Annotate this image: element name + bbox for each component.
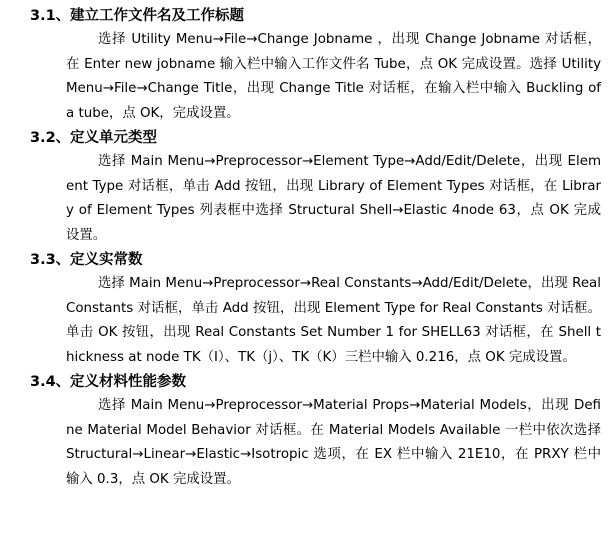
section-title: 定义材料性能参数: [70, 374, 186, 390]
section-number: 3.2、: [30, 130, 71, 146]
section-3-3: [30, 248, 601, 370]
section-paragraph: 选择 Utility Menu→File→Change Jobname ，出现 Change Jobname 对话框，在 Enter new jobname 输入栏中输入工作文件名 Tube，点 OK 完成设置。选择 Utility Menu→File→Change Title，出现 Change Title 对话框，在输入栏中输入 Buckling of a tube，点 OK，完成设置。: [66, 32, 601, 121]
section-number: 3.4、: [30, 374, 71, 390]
section-paragraph: 选择 Main Menu→Preprocessor→Material Props→Material Models，出现 Define Material Model Behavior 对话框。在 Material Models Available 一栏中依次选择 Structural→Linear→Elastic→Isotropic 选项，在 EX 栏中输入 21E10，在 PRXY 栏中输入 0.3，点 OK 完成设置。: [66, 398, 601, 487]
section-paragraph: 选择 Main Menu→Preprocessor→Real Constants→Add/Edit/Delete，出现 Real Constants 对话框，单击 Add 按钮，出现 Element Type for Real Constants 对话框。单击 OK 按钮，出现 Real Constants Set Number 1 for SHELL63 对话框，在 Shell thickness at node TK（I）、TK（j）、TK（K）三栏中输入 0.216，点 OK 完成设置。: [66, 276, 601, 365]
section-heading: [30, 248, 601, 272]
section-title: 建立工作文件名及工作标题: [70, 8, 244, 24]
section-paragraph: 选择 Main Menu→Preprocessor→Element Type→Add/Edit/Delete，出现 Element Type 对话框，单击 Add 按钮，出现 Library of Element Types 对话框，在 Library of Element Types 列表框中选择 Structural Shell→Elastic 4node 63，点 OK 完成设置。: [66, 154, 601, 243]
section-heading: [30, 4, 601, 28]
section-heading: [30, 126, 601, 150]
section-title: 定义单元类型: [70, 130, 157, 146]
section-heading: [30, 370, 601, 394]
section-3-2: [30, 126, 601, 248]
section-3-1: [30, 4, 601, 126]
section-number: 3.1、: [30, 8, 71, 24]
section-title: 定义实常数: [70, 252, 143, 268]
section-number: 3.3、: [30, 252, 71, 268]
section-3-4: [30, 370, 601, 492]
